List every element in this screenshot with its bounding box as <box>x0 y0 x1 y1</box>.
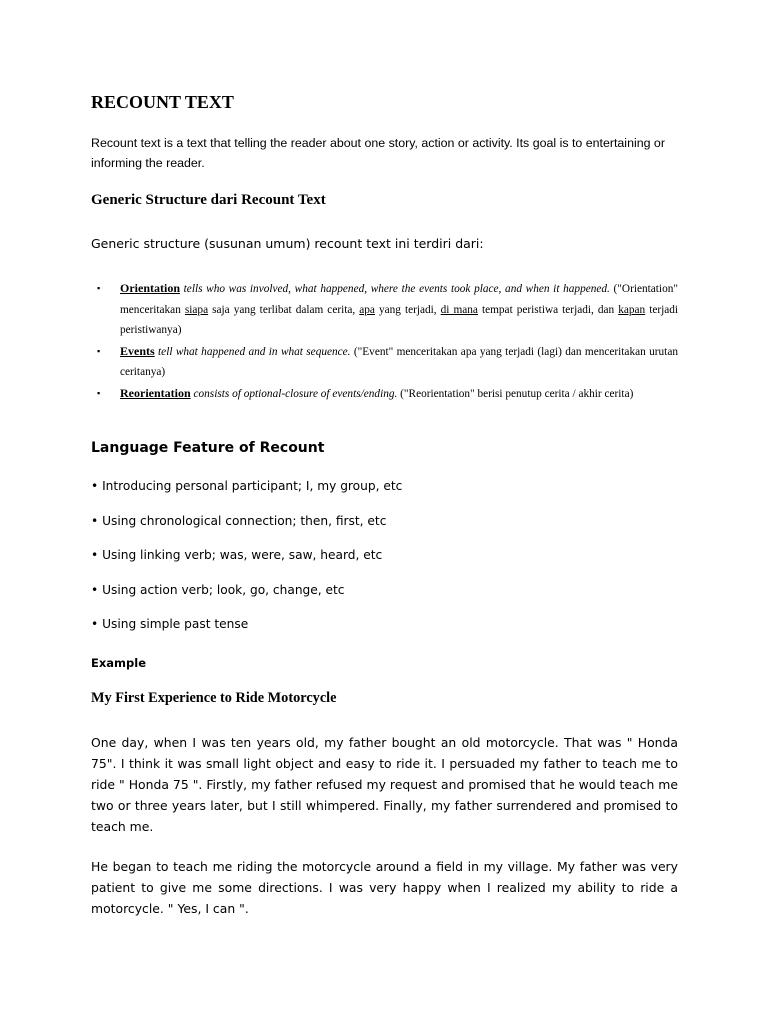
structure-item-events <box>91 341 678 383</box>
story-paragraph: One day, when I was ten years old, my father bought an old motorcycle. That was " Honda 75". I think it was small light object and easy to ride it. I persuaded my father to teach me to ride " Honda 75 ". Firstly, my father refused my request and promised that he would teach me two or three years later, but I still whimpered. Finally, my father surrendered and promised to teach me. <box>91 735 678 834</box>
square-bullet-icon: ▪ <box>97 283 101 293</box>
story-title: My First Experience to Ride Motorcycle <box>91 690 337 706</box>
structure-explanation: yang terjadi, <box>378 303 437 316</box>
structure-explanation: tempat peristiwa terjadi, dan <box>481 303 615 316</box>
story-paragraph: He began to teach me riding the motorcycle around a field in my village. My father was very patient to give me some directions. I was very happy when I realized my ability to ride a motorcycle. " Yes, I can ". <box>91 859 678 916</box>
feature-item: • Using linking verb; was, were, saw, heard, etc <box>91 548 383 563</box>
feature-item: • Using simple past tense <box>91 617 249 632</box>
structure-definition: consists of optional-closure of events/ending. <box>193 387 398 400</box>
structure-term: Orientation <box>120 281 180 295</box>
generic-structure-list <box>91 278 678 404</box>
language-feature-heading: Language Feature of Recount <box>91 440 325 456</box>
keyword-apa: apa <box>359 303 375 316</box>
generic-structure-heading: Generic Structure dari Recount Text <box>91 192 326 208</box>
structure-explanation: terjadi peristiwanya) <box>120 303 679 336</box>
language-feature-list <box>91 479 402 652</box>
keyword-siapa: siapa <box>184 303 209 316</box>
generic-structure-intro: Generic structure (susunan umum) recount text ini terdiri dari: <box>91 236 484 251</box>
keyword-kapan: kapan <box>618 303 646 316</box>
feature-item: • Using action verb; look, go, change, etc <box>91 582 345 597</box>
structure-definition: tells who was involved, what happened, where the events took place, and when it happened. <box>183 283 610 295</box>
structure-explanation: saja yang terlibat dalam cerita, <box>212 303 356 316</box>
structure-item-orientation <box>91 278 678 341</box>
structure-explanation: ("Orientation" menceritakan <box>120 283 678 316</box>
feature-item: • Introducing personal participant; I, my group, etc <box>91 479 403 493</box>
keyword-di-mana: di mana <box>440 303 478 316</box>
structure-item-reorientation <box>91 383 678 405</box>
structure-term: Reorientation <box>120 385 191 400</box>
square-bullet-icon: ▪ <box>97 387 101 398</box>
example-label: Example <box>91 656 146 670</box>
structure-explanation: ("Event" menceritakan apa yang terjadi (lagi) dan menceritakan urutan ceritanya) <box>120 345 678 378</box>
intro-paragraph: Recount text is a text that telling the reader about one story, action or activity. Its goal is to entertaining or informing the reader. <box>91 136 665 170</box>
structure-definition: tell what happened and in what sequence. <box>158 345 351 358</box>
structure-term: Events <box>120 343 155 358</box>
document-title: RECOUNT TEXT <box>91 92 234 112</box>
square-bullet-icon: ▪ <box>97 345 101 356</box>
structure-explanation: ("Reorientation" berisi penutup cerita / akhir cerita) <box>400 387 634 400</box>
feature-item: • Using chronological connection; then, first, etc <box>91 513 387 528</box>
